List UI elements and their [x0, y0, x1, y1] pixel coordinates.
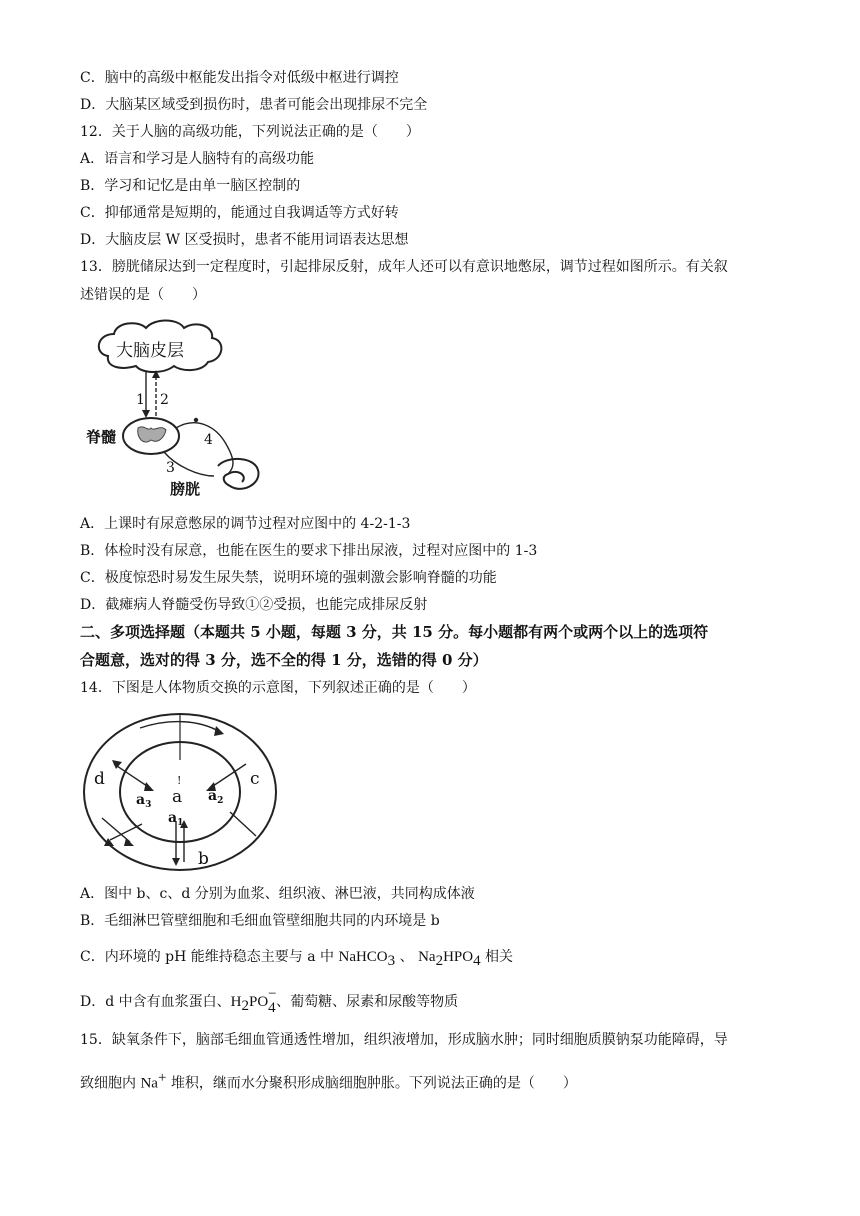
- label-a2: $a_2$: [208, 788, 224, 806]
- label-cortex: 大脑皮层: [116, 341, 184, 361]
- q12-option-a: A．语言和学习是人脑特有的高级功能: [80, 151, 315, 167]
- label-d: d: [94, 769, 105, 789]
- bottom-left-arrow-2: [110, 824, 142, 840]
- pathway-4-line: [176, 423, 233, 474]
- q15-stem-line1: 15．缺氧条件下，脑部毛细血管通透性增加，组织液增加，形成脑水肿；同时细胞质膜钠泵功能障碍，导: [80, 1032, 728, 1048]
- q13-stem-line2: 述错误的是（ ）: [80, 287, 206, 303]
- q13-option-b: B．体检时没有尿意，也能在医生的要求下排出尿液，过程对应图中的 1-3: [80, 543, 538, 559]
- q14-option-d: D．d 中含有血浆蛋白、$H_2PO$ − 4 、葡萄糖、尿素和尿酸等物质: [80, 986, 459, 1016]
- q13-option-d: D．截瘫病人脊髓受伤导致①②受损，也能完成排尿反射: [80, 597, 428, 613]
- arrow-d-a3-line: [114, 764, 150, 788]
- q14-option-a: A．图中 b、c、d 分别为血浆、组织液、淋巴液，共同构成体液: [80, 886, 475, 902]
- q13-reflex-diagram: [86, 316, 286, 501]
- q14-option-b: B．毛细淋巴管壁细胞和毛细血管壁细胞共同的内环境是 b: [80, 913, 440, 929]
- label-spinal: 脊髓: [86, 428, 117, 446]
- q12-stem: 12．关于人脑的高级功能，下列说法正确的是（ ）: [80, 124, 420, 140]
- label-4: 4: [204, 432, 213, 448]
- label-2: 2: [160, 392, 169, 408]
- bottom-right-line: [230, 812, 256, 836]
- pathway-1-arrowhead: [142, 410, 150, 418]
- q14-stem: 14．下图是人体物质交换的示意图，下列叙述正确的是（ ）: [80, 680, 476, 696]
- top-ring-arrowhead: [214, 726, 224, 736]
- q11-option-c: C．脑中的高级中枢能发出指令对低级中枢进行调控: [80, 70, 399, 86]
- receptor-dot: [194, 418, 198, 422]
- section-2-heading-line2: 合题意，选对的得 3 分，选不全的得 1 分，选错的得 0 分）: [80, 651, 488, 669]
- label-b: b: [198, 849, 209, 869]
- label-mark: !: [177, 774, 182, 787]
- bladder-shape: [218, 459, 259, 489]
- q12-option-c: C．抑郁通常是短期的，能通过自我调适等方式好转: [80, 205, 399, 221]
- q14-exchange-diagram: [80, 712, 280, 877]
- q13-option-c: C．极度惊恐时易发生尿失禁，说明环境的强刺激会影响脊髓的功能: [80, 570, 497, 586]
- arrow-d-a3-head: [144, 782, 154, 791]
- q12-option-d: D．大脑皮层 W 区受损时，患者不能用词语表达思想: [80, 232, 409, 248]
- q12-option-b: B．学习和记忆是由单一脑区控制的: [80, 178, 301, 194]
- label-1: 1: [136, 392, 145, 408]
- arrow-c-a2-line: [210, 764, 246, 788]
- bottom-left-arrow-1: [102, 818, 130, 842]
- label-3: 3: [166, 460, 175, 476]
- q13-stem-line1: 13．膀胱储尿达到一定程度时，引起排尿反射，成年人还可以有意识地憋尿，调节过程如图所示。有关叙: [80, 259, 728, 275]
- q14-option-c: C．内环境的 pH 能维持稳态主要与 a 中 NaHCO$_3$ 、 $Na_2HPO_4$ 相关: [80, 949, 514, 969]
- section-2-heading-line1: 二、多项选择题（本题共 5 小题，每题 3 分，共 15 分。每小题都有两个或两个以上的选项符: [80, 623, 709, 641]
- label-a1: $a_1$: [168, 810, 184, 828]
- label-c: c: [250, 769, 260, 789]
- q11-option-d: D．大脑某区域受到损伤时，患者可能会出现排尿不完全: [80, 97, 428, 113]
- q13-option-a: A．上课时有尿意憋尿的调节过程对应图中的 4-2-1-3: [80, 516, 411, 532]
- label-bladder: 膀胱: [170, 480, 201, 498]
- label-a: a: [172, 787, 183, 807]
- label-a3: $a_3$: [136, 792, 152, 810]
- q15-stem-line2: 致细胞内 Na+ 堆积，继而水分聚积形成脑细胞肿胀。下列说法正确的是（ ）: [80, 1070, 577, 1092]
